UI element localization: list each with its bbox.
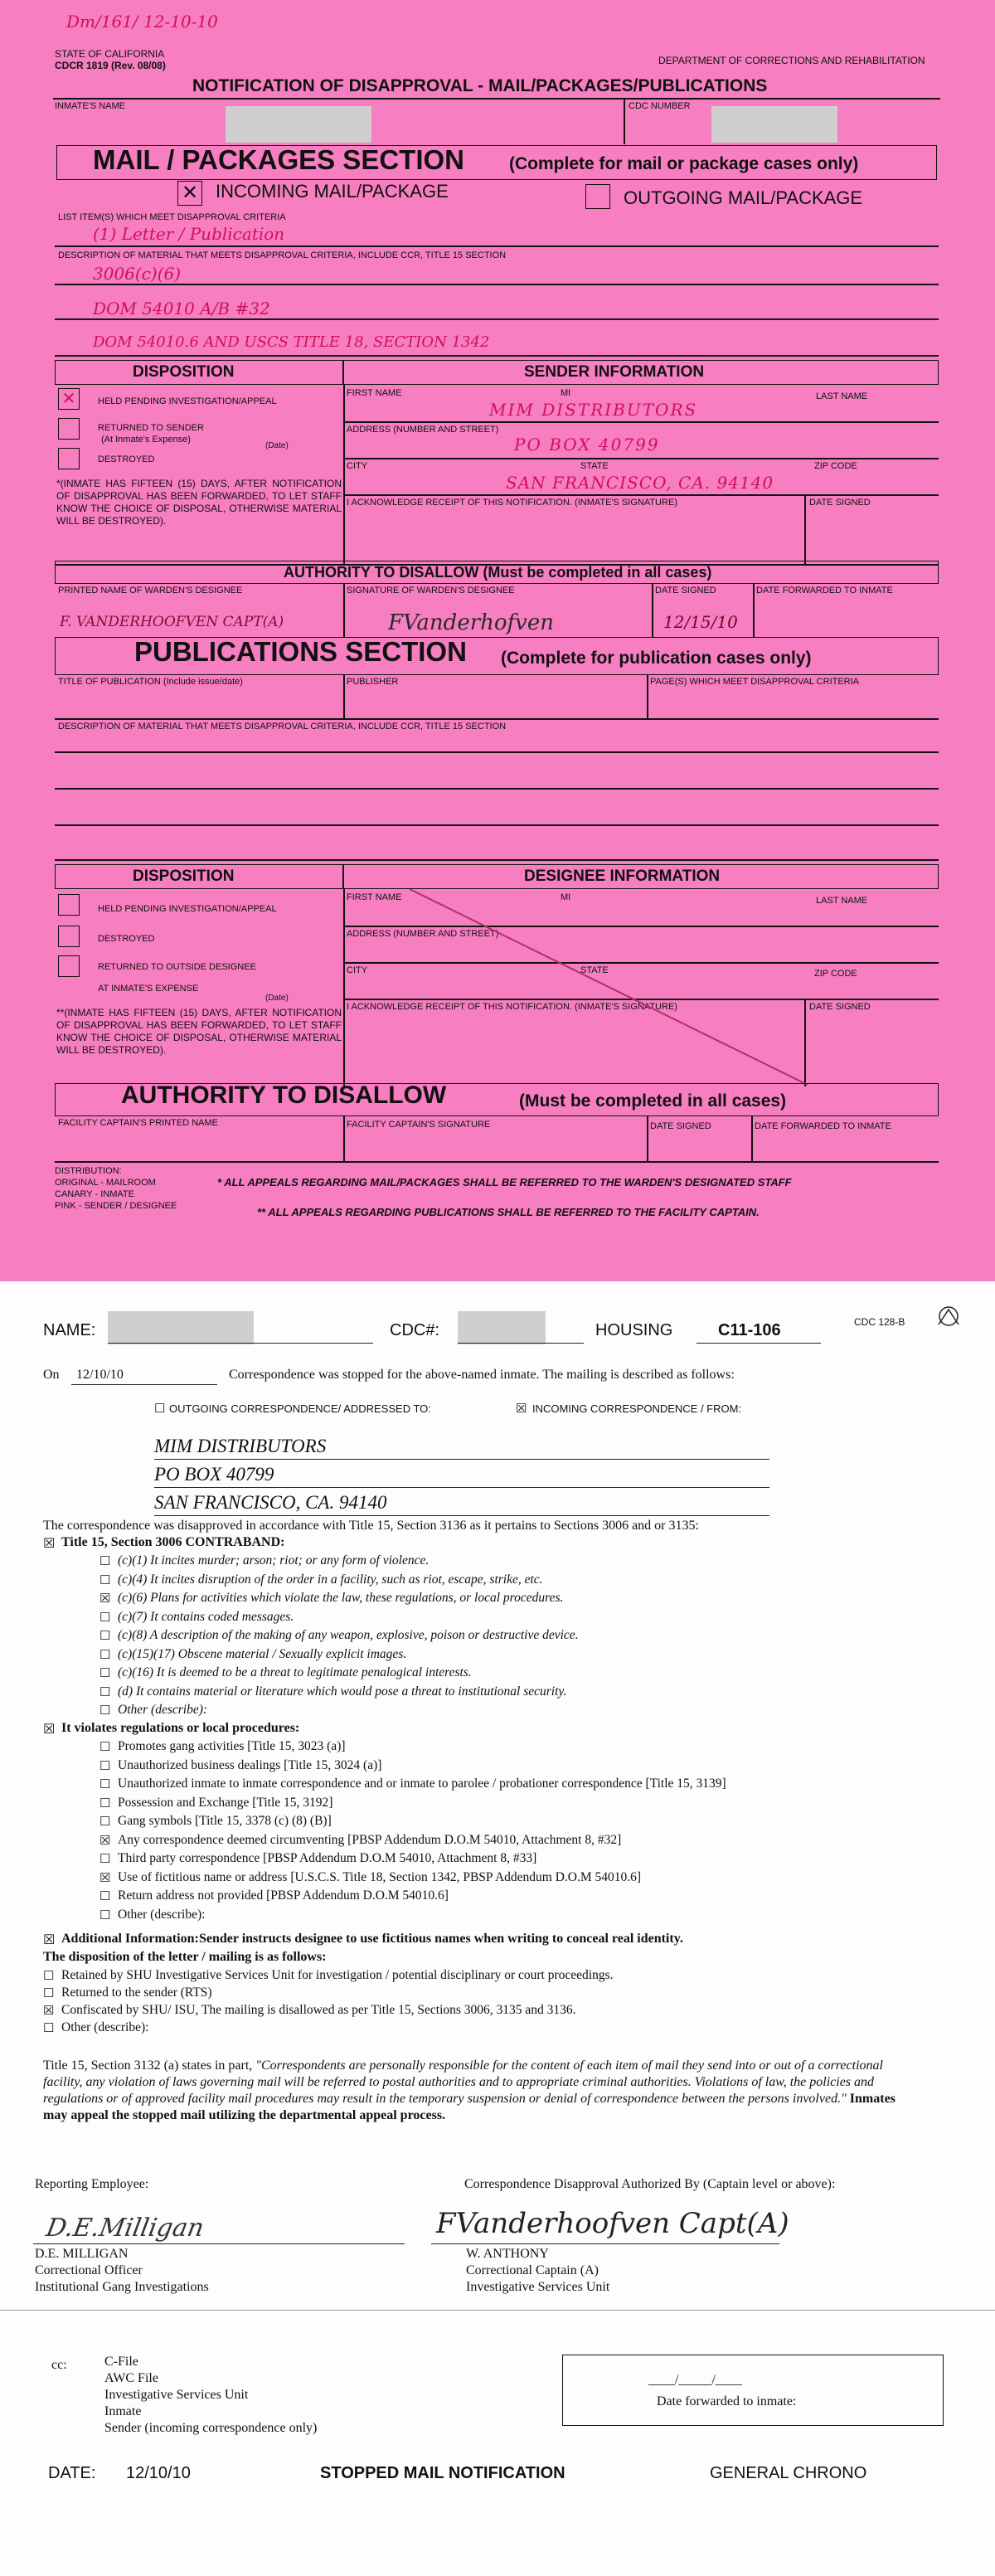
contraband-checkbox[interactable]: ☒ xyxy=(43,1537,56,1551)
disposition-item-checkbox[interactable]: ☒ xyxy=(43,2005,55,2018)
city-label: CITY xyxy=(347,461,368,471)
chrono-date-value: 12/10/10 xyxy=(126,2464,191,2482)
held-pending-checkbox[interactable]: ✕ xyxy=(58,388,80,410)
cdc-number-label: CDC NUMBER xyxy=(629,101,691,111)
pub-destroyed-checkbox[interactable] xyxy=(58,926,80,947)
title15-quote xyxy=(43,2058,922,2124)
captain-signature-label: FACILITY CAPTAIN'S SIGNATURE xyxy=(347,1120,491,1130)
contraband-item-label: (c)(15)(17) Obscene material / Sexually explicit images. xyxy=(118,1646,407,1661)
violation-item-label: Gang symbols [Title 15, 3378 (c) (8) (B)] xyxy=(118,1814,332,1828)
disapproved-text: The correspondence was disapproved in accordance with Title 15, Section 3136 as it pertains to Sections 3006 and or 3135: xyxy=(43,1519,699,1533)
cc-line-4: Inmate xyxy=(104,2404,142,2418)
publications-note: (Complete for publication cases only) xyxy=(501,649,812,668)
contraband-item-checkbox[interactable]: ☐ xyxy=(100,1555,111,1568)
violation-item-label: Third party correspondence [PBSP Addendum D.O.M 54010, Attachment 8, #33] xyxy=(118,1851,537,1865)
designee-last-name-label: LAST NAME xyxy=(816,896,868,906)
date-forwarded-blank[interactable]: ____/_____/____ xyxy=(648,2373,742,2387)
mi-label: MI xyxy=(561,388,571,398)
chrono-housing-value: C11-106 xyxy=(718,1321,781,1339)
violation-item-label: Other (describe): xyxy=(118,1907,206,1922)
form-number: CDCR 1819 (Rev. 08/08) xyxy=(55,60,166,71)
violation-item-label: Any correspondence deemed circumventing [PBSP Addendum D.O.M 54010, Attachment 8, #32] xyxy=(118,1832,622,1847)
right-title-2: Investigative Services Unit xyxy=(466,2280,610,2294)
designee-heading: DESIGNEE INFORMATION xyxy=(524,868,721,885)
violation-item-checkbox[interactable]: ☐ xyxy=(100,1796,111,1810)
left-title-2: Institutional Gang Investigations xyxy=(35,2280,209,2294)
designee-address-label: ADDRESS (NUMBER AND STREET) xyxy=(347,929,499,939)
quote-text: "Correspondents are personally responsible for the content of each item of mail they send into or out of a correctional facility, any violation of laws governing mail will be referred to postal authorities and to appropriate criminal authorities. Violations of law, the policies and regulations or of approved facility mail procedures may result in the temporary suspension or denial of correspondence between the persons involved." xyxy=(43,2058,883,2106)
contraband-item-checkbox[interactable]: ☐ xyxy=(100,1630,111,1643)
pub-held-checkbox[interactable] xyxy=(58,894,80,916)
contraband-item-label: (c)(8) A description of the making of any weapon, explosive, poison or destructive device. xyxy=(118,1628,579,1642)
violates-checkbox[interactable]: ☒ xyxy=(43,1723,56,1737)
violation-item-checkbox[interactable]: ☐ xyxy=(100,1778,111,1791)
destroyed-label: DESTROYED xyxy=(98,454,155,464)
violates-heading: It violates regulations or local procedures: xyxy=(61,1721,300,1735)
violation-item-checkbox[interactable]: ☐ xyxy=(100,1908,111,1922)
contraband-heading: Title 15, Section 3006 CONTRABAND: xyxy=(61,1535,285,1549)
footer-general-chrono: GENERAL CHRONO xyxy=(710,2464,867,2482)
contraband-item-checkbox[interactable]: ☒ xyxy=(100,1592,111,1606)
pub-authority-heading: AUTHORITY TO DISALLOW xyxy=(121,1081,447,1109)
quote-appeal: Inmates may appeal the stopped mail utilizing the departmental appeal process. xyxy=(43,2092,896,2122)
designee-date-signed-label: DATE SIGNED xyxy=(809,1002,871,1012)
description-line-1[interactable]: 3006(c)(6) xyxy=(93,264,182,284)
contraband-item-checkbox[interactable]: ☐ xyxy=(100,1648,111,1662)
sender-name-value[interactable]: MIM DISTRIBUTORS xyxy=(489,400,698,420)
first-name-label: FIRST NAME xyxy=(347,388,402,398)
destroyed-checkbox[interactable] xyxy=(58,448,80,469)
returned-date-label: (Date) xyxy=(265,441,289,450)
additional-label: Additional Information: xyxy=(61,1932,199,1946)
pub-destroyed-label: DESTROYED xyxy=(98,934,155,944)
violation-item-checkbox[interactable]: ☒ xyxy=(100,1871,111,1885)
disposition-item-label: Confiscated by SHU/ ISU, The mailing is disallowed as per Title 15, Sections 3006, 3135 and 3136. xyxy=(61,2003,576,2017)
wardens-designee-signature[interactable]: FVanderhofven xyxy=(388,610,554,635)
description-line-3[interactable]: DOM 54010.6 AND USCS TITLE 18, SECTION 1342 xyxy=(93,333,490,351)
incoming-corr-checkbox[interactable]: ☒ xyxy=(516,1402,527,1416)
violation-item-checkbox[interactable]: ☐ xyxy=(100,1815,111,1829)
cc-line-5: Sender (incoming correspondence only) xyxy=(104,2421,318,2435)
address-value[interactable]: PO BOX 40799 xyxy=(514,435,660,454)
incoming-corr-label: INCOMING CORRESPONDENCE / FROM: xyxy=(532,1402,742,1415)
violation-item-label: Unauthorized business dealings [Title 15, 3024 (a)] xyxy=(118,1757,382,1772)
wardens-designee-printed-value[interactable]: F. VANDERHOOFVEN CAPT(A) xyxy=(60,614,284,630)
mail-section-heading: MAIL / PACKAGES SECTION xyxy=(93,144,464,175)
inmate-name-redacted xyxy=(226,106,371,143)
mail-section-note: (Complete for mail or package cases only) xyxy=(509,154,859,173)
wardens-designee-signature-label: SIGNATURE OF WARDEN'S DESIGNEE xyxy=(347,586,515,595)
contraband-item-label: (c)(16) It is deemed to be a threat to legitimate penalogical interests. xyxy=(118,1665,472,1679)
contraband-item-checkbox[interactable]: ☐ xyxy=(100,1611,111,1625)
distribution-line-1: DISTRIBUTION: xyxy=(55,1166,122,1176)
pub-disposition-note: **(INMATE HAS FIFTEEN (15) DAYS, AFTER NOTIFICATION OF DISAPPROVAL HAS BEEN FORWARDED, TO LET STAFF KNOW THE CHOICE OF DISPOSAL, OTHERWISE MATERIAL WILL BE DESTROYED). xyxy=(56,1007,342,1056)
right-signature: FVanderhoofven Capt(A) xyxy=(436,2207,789,2240)
disposition-note: *(INMATE HAS FIFTEEN (15) DAYS, AFTER NOTIFICATION OF DISAPPROVAL HAS BEEN FORWARDED, TO LET STAFF KNOW THE CHOICE OF DISPOSAL, OTHERWISE MATERIAL WILL BE DESTROYED). xyxy=(56,478,342,527)
disposition-item-checkbox[interactable]: ☐ xyxy=(43,1970,55,1983)
designee-ack-label: I ACKNOWLEDGE RECEIPT OF THIS NOTIFICATION. (INMATE'S SIGNATURE) xyxy=(347,1002,677,1012)
chrono-date-label: DATE: xyxy=(48,2464,96,2482)
description-line-2[interactable]: DOM 54010 A/B #32 xyxy=(93,299,270,318)
contraband-item-checkbox[interactable]: ☐ xyxy=(100,1667,111,1680)
auth-date-forwarded-label: DATE FORWARDED TO INMATE xyxy=(756,586,893,595)
additional-text: Sender instructs designee to use fictitious names when writing to conceal real identity. xyxy=(199,1932,683,1946)
disapproval-form xyxy=(0,0,995,1281)
contraband-item-checkbox[interactable]: ☐ xyxy=(100,1685,111,1699)
address-line-2: PO BOX 40799 xyxy=(154,1464,274,1485)
contraband-item-label: Other (describe): xyxy=(118,1703,208,1717)
designee-zip-label: ZIP CODE xyxy=(814,969,857,979)
list-items-value[interactable]: (1) Letter / Publication xyxy=(93,224,285,244)
footer-title: STOPPED MAIL NOTIFICATION xyxy=(320,2464,565,2482)
returned-to-sender-label: RETURNED TO SENDER xyxy=(98,423,204,433)
ack-label: I ACKNOWLEDGE RECEIPT OF THIS NOTIFICATION. (INMATE'S SIGNATURE) xyxy=(347,498,677,508)
chrono-name-label: NAME: xyxy=(43,1321,96,1339)
wardens-designee-printed-label: PRINTED NAME OF WARDEN'S DESIGNEE xyxy=(58,586,243,595)
cdc-number-redacted xyxy=(711,106,837,143)
auth-date-signed-value[interactable]: 12/15/10 xyxy=(663,612,738,632)
pub-auth-date-label: DATE SIGNED xyxy=(650,1121,711,1131)
designee-state-label: STATE xyxy=(580,965,609,975)
publication-description-label: DESCRIPTION OF MATERIAL THAT MEETS DISAPPROVAL CRITERIA, INCLUDE CCR, TITLE 15 SECTION xyxy=(58,722,507,731)
pub-held-label: HELD PENDING INVESTIGATION/APPEAL xyxy=(98,904,277,914)
description-label: DESCRIPTION OF MATERIAL THAT MEETS DISAPPROVAL CRITERIA, INCLUDE CCR, TITLE 15 SECTION xyxy=(58,250,507,260)
cc-line-2: AWC File xyxy=(104,2371,158,2385)
contraband-item-label: (d) It contains material or literature which would pose a threat to institutional security. xyxy=(118,1684,567,1699)
sender-heading: SENDER INFORMATION xyxy=(524,363,705,381)
returned-to-sender-checkbox[interactable] xyxy=(58,418,80,440)
date-forwarded-box xyxy=(562,2355,944,2426)
quote-intro: Title 15, Section 3132 (a) states in part, xyxy=(43,2058,256,2073)
violation-item-label: Possession and Exchange [Title 15, 3192] xyxy=(118,1795,333,1810)
publication-title-label: TITLE OF PUBLICATION (Include issue/date) xyxy=(58,677,243,687)
chrono-cdc-redacted xyxy=(458,1311,546,1344)
distribution-line-2: ORIGINAL - MAILROOM xyxy=(55,1178,156,1188)
cc-line-3: Investigative Services Unit xyxy=(104,2388,249,2402)
chrono-name-redacted xyxy=(108,1311,254,1344)
violation-item-checkbox[interactable]: ☒ xyxy=(100,1834,111,1848)
zip-label: ZIP CODE xyxy=(814,461,857,471)
right-title-1: Correctional Captain (A) xyxy=(466,2263,599,2277)
authority-heading: AUTHORITY TO DISALLOW (Must be completed in all cases) xyxy=(284,564,712,581)
disposition-item-checkbox[interactable]: ☐ xyxy=(43,2022,55,2035)
cc-line-1: C-File xyxy=(104,2355,138,2369)
last-name-label: LAST NAME xyxy=(816,391,868,401)
pub-disposition-heading: DISPOSITION xyxy=(133,868,235,885)
chrono-cdc-label: CDC#: xyxy=(390,1321,440,1339)
general-chrono xyxy=(0,1281,995,2576)
chrono-on-date: 12/10/10 xyxy=(76,1368,124,1382)
pub-authority-note: (Must be completed in all cases) xyxy=(519,1091,787,1111)
corner-mark-icon xyxy=(934,1305,967,1329)
pub-returned-checkbox[interactable] xyxy=(58,955,80,977)
pub-returned-date-label: (Date) xyxy=(265,994,289,1003)
contraband-item-label: (c)(6) Plans for activities which violate the law, these regulations, or local procedures. xyxy=(118,1591,564,1605)
disposition-item-label: Returned to the sender (RTS) xyxy=(61,1985,212,2000)
date-forwarded-label: Date forwarded to inmate: xyxy=(657,2394,797,2408)
chrono-stopped-text: Correspondence was stopped for the above-named inmate. The mailing is described as follows: xyxy=(229,1368,735,1382)
handwritten-reference: Dm/161/ 12-10-10 xyxy=(66,12,218,32)
pub-returned-sub: AT INMATE'S EXPENSE xyxy=(98,984,199,994)
contraband-item-checkbox[interactable]: ☐ xyxy=(100,1704,111,1718)
additional-checkbox[interactable]: ☒ xyxy=(43,1933,56,1947)
held-pending-label: HELD PENDING INVESTIGATION/APPEAL xyxy=(98,396,277,406)
contraband-item-label: (c)(7) It contains coded messages. xyxy=(118,1609,294,1624)
reporting-label: Reporting Employee: xyxy=(35,2177,149,2191)
cross-out-line xyxy=(343,889,808,1086)
returned-expense-label: (At Inmate's Expense) xyxy=(101,435,191,445)
incoming-mail-checkbox[interactable]: ✕ xyxy=(177,181,202,206)
cc-label: cc: xyxy=(51,2358,67,2372)
pub-auth-forwarded-label: DATE FORWARDED TO INMATE xyxy=(755,1121,891,1131)
violation-item-checkbox[interactable]: ☐ xyxy=(100,1853,111,1866)
address-line-3: SAN FRANCISCO, CA. 94140 xyxy=(154,1492,387,1513)
outgoing-corr-label: OUTGOING CORRESPONDENCE/ ADDRESSED TO: xyxy=(169,1402,431,1415)
pub-returned-label: RETURNED TO OUTSIDE DESIGNEE xyxy=(98,962,256,972)
disposition-item-checkbox[interactable]: ☐ xyxy=(43,1987,55,2000)
authorized-label: Correspondence Disapproval Authorized By (Captain level or above): xyxy=(464,2177,836,2191)
chrono-housing-label: HOUSING xyxy=(595,1321,673,1339)
left-name: D.E. MILLIGAN xyxy=(35,2247,129,2261)
pages-label: PAGE(S) WHICH MEET DISAPPROVAL CRITERIA xyxy=(650,677,860,687)
designee-mi-label: MI xyxy=(561,892,571,902)
violation-item-checkbox[interactable]: ☐ xyxy=(100,1890,111,1903)
chrono-form-code: CDC 128-B xyxy=(854,1316,905,1328)
state-label: STATE OF CALIFORNIA xyxy=(55,48,165,60)
date-signed-label: DATE SIGNED xyxy=(809,498,871,508)
appeal-note-2: ** ALL APPEALS REGARDING PUBLICATIONS SHALL BE REFERRED TO THE FACILITY CAPTAIN. xyxy=(257,1206,760,1218)
disposition-heading: DISPOSITION xyxy=(133,363,235,381)
publisher-label: PUBLISHER xyxy=(347,677,399,687)
left-title-1: Correctional Officer xyxy=(35,2263,143,2277)
publications-heading: PUBLICATIONS SECTION xyxy=(134,636,467,667)
violation-item-checkbox[interactable]: ☐ xyxy=(100,1759,111,1773)
city-value[interactable]: SAN FRANCISCO, CA. 94140 xyxy=(506,473,774,493)
list-items-label: LIST ITEM(S) WHICH MEET DISAPPROVAL CRITERIA xyxy=(58,212,286,222)
violation-item-label: Unauthorized inmate to inmate correspondence and or inmate to parolee / probationer correspondence [Title 15, 3139] xyxy=(118,1776,726,1791)
incoming-mail-label: INCOMING MAIL/PACKAGE xyxy=(216,181,449,202)
appeal-note-1: * ALL APPEALS REGARDING MAIL/PACKAGES SHALL BE REFERRED TO THE WARDEN'S DESIGNATED STAFF xyxy=(217,1176,792,1188)
distribution-line-3: CANARY - INMATE xyxy=(55,1189,134,1199)
violation-item-checkbox[interactable]: ☐ xyxy=(100,1741,111,1754)
address-line-1: MIM DISTRIBUTORS xyxy=(154,1436,327,1456)
inmate-name-label: INMATE'S NAME xyxy=(55,101,126,111)
distribution-line-4: PINK - SENDER / DESIGNEE xyxy=(55,1201,177,1211)
designee-first-name-label: FIRST NAME xyxy=(347,892,402,902)
contraband-item-checkbox[interactable]: ☐ xyxy=(100,1573,111,1587)
left-signature: D.E.Milligan xyxy=(43,2214,206,2243)
contraband-item-label: (c)(1) It incites murder; arson; riot; or any form of violence. xyxy=(118,1553,430,1567)
chrono-on-label: On xyxy=(43,1368,60,1382)
state-field-label: STATE xyxy=(580,461,609,471)
disposition-heading-chrono: The disposition of the letter / mailing is as follows: xyxy=(43,1950,327,1964)
captain-printed-label: FACILITY CAPTAIN'S PRINTED NAME xyxy=(58,1118,219,1128)
violation-item-label: Return address not provided [PBSP Addendum D.O.M 54010.6] xyxy=(118,1888,449,1903)
form-title: NOTIFICATION OF DISAPPROVAL - MAIL/PACKAGES/PUBLICATIONS xyxy=(192,76,768,95)
department-label: DEPARTMENT OF CORRECTIONS AND REHABILITATION xyxy=(658,55,925,66)
outgoing-mail-checkbox[interactable] xyxy=(585,184,610,209)
violation-item-label: Use of fictitious name or address [U.S.C.S. Title 18, Section 1342, PBSP Addendum D.O.M 54010.6] xyxy=(118,1869,642,1884)
outgoing-corr-checkbox[interactable]: ☐ xyxy=(154,1402,166,1416)
auth-date-signed-label: DATE SIGNED xyxy=(655,586,716,595)
right-name: W. ANTHONY xyxy=(466,2247,549,2261)
address-label: ADDRESS (NUMBER AND STREET) xyxy=(347,425,499,435)
contraband-item-label: (c)(4) It incites disruption of the order in a facility, such as riot, escape, strike, etc. xyxy=(118,1572,543,1587)
disposition-item-label: Retained by SHU Investigative Services Unit for investigation / potential disciplinary or court proceedings. xyxy=(61,1968,614,1982)
disposition-item-label: Other (describe): xyxy=(61,2020,149,2034)
designee-city-label: CITY xyxy=(347,965,368,975)
outgoing-mail-label: OUTGOING MAIL/PACKAGE xyxy=(624,187,863,208)
violation-item-label: Promotes gang activities [Title 15, 3023 (a)] xyxy=(118,1739,346,1753)
